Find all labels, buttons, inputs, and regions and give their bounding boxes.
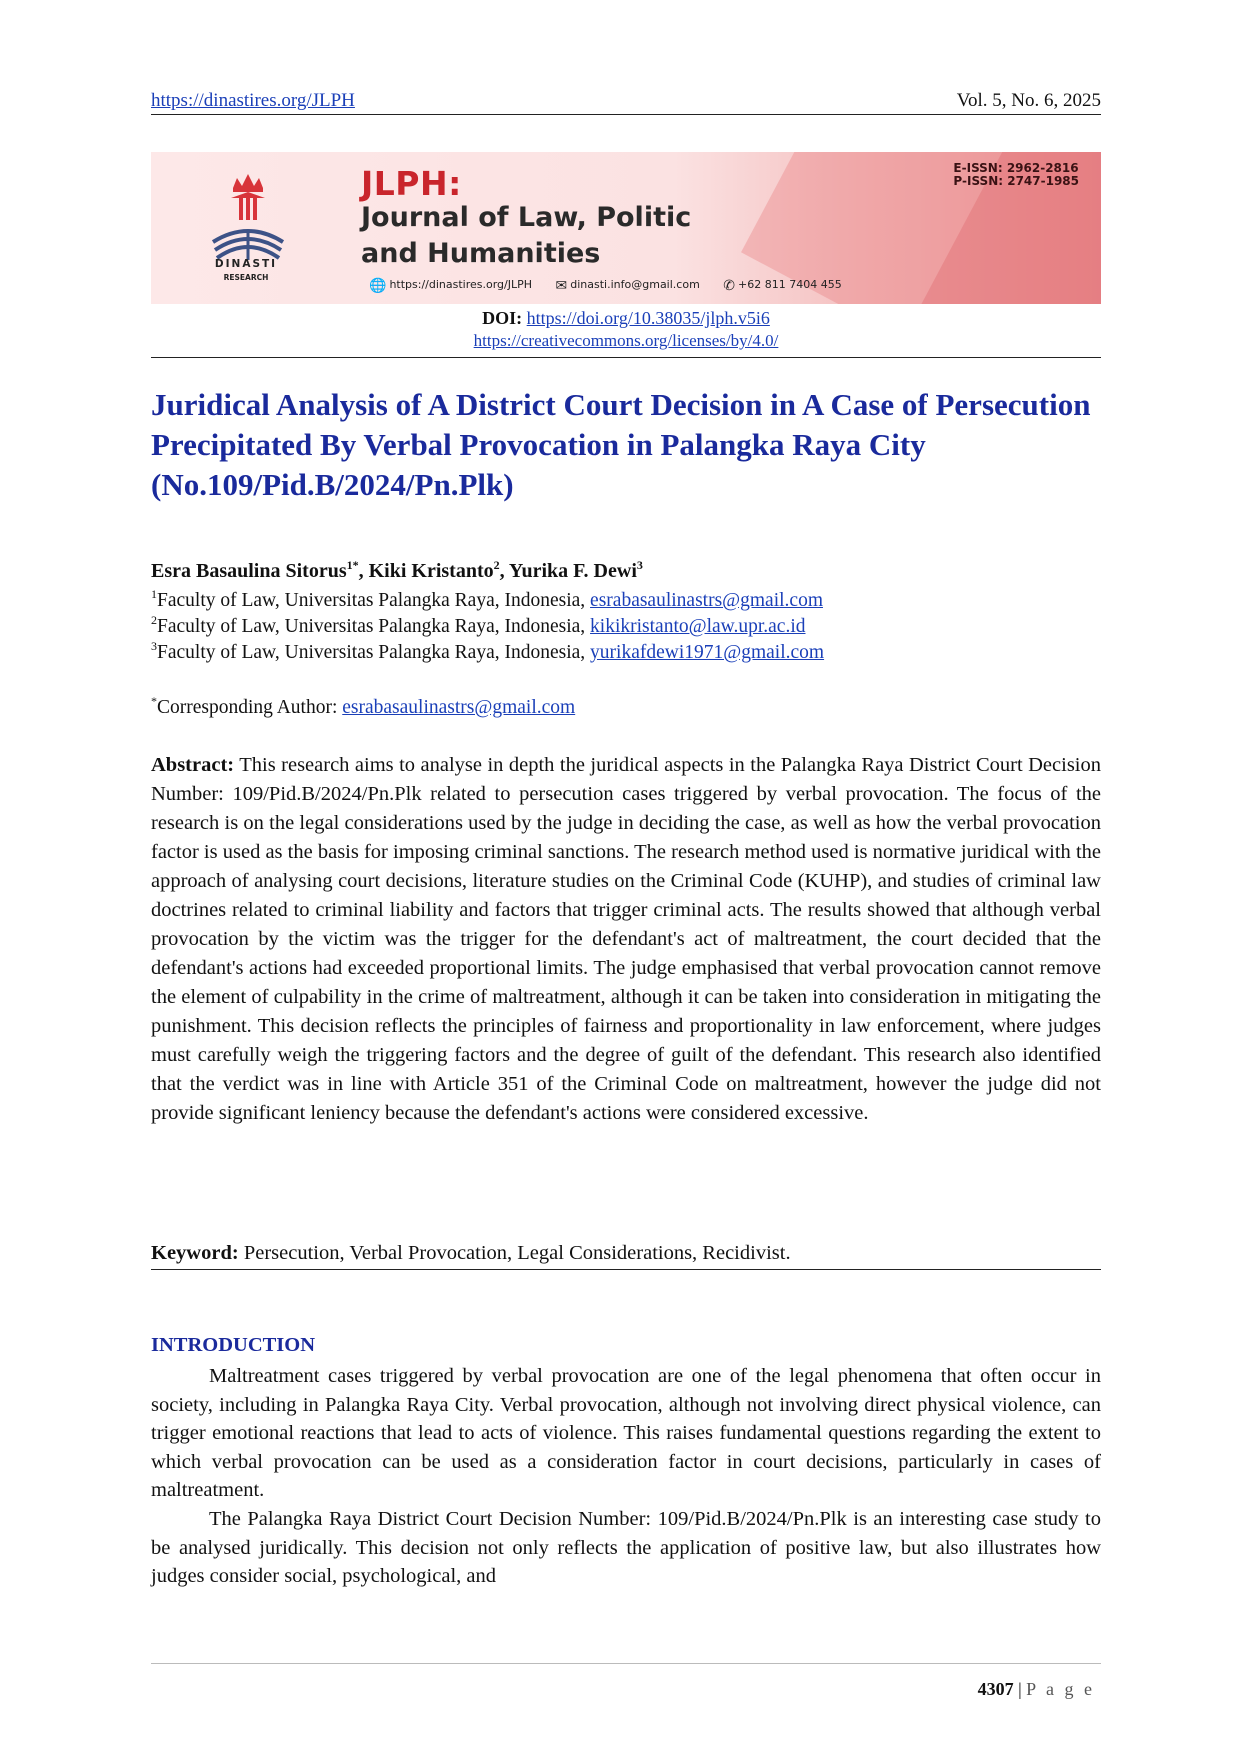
author-list: Esra Basaulina Sitorus$^{1*}$, Kiki Kristanto$^2$, Yurika F. Dewi$^3$ (151, 558, 643, 582)
banner-website: https://dinastires.org/JLPH (389, 278, 533, 291)
page-label: P a g e (1026, 1679, 1095, 1699)
paper-title: Juridical Analysis of A District Court Decision in A Case of Persecution Precipitated By Verbal Provocation in Palangka Raya City (No.109/Pid.B/2024/Pn.Plk) (151, 387, 1091, 502)
author-sup: 1* (346, 558, 359, 572)
contact-bar (369, 278, 842, 294)
page-separator: | (1013, 1679, 1027, 1699)
dinasti-logo-icon (203, 170, 293, 290)
affiliation (151, 587, 823, 612)
journal-name-line1: Journal of Law, Politic (361, 202, 692, 233)
corresponding-sup: * (151, 694, 157, 708)
corresponding-author (151, 694, 576, 719)
doi-link[interactable]: https://doi.org/10.38035/jlph.v5i6 (526, 308, 770, 328)
doi-line (151, 308, 1101, 329)
corresponding-email-link[interactable]: esrabasaulinastrs@gmail.com (342, 697, 576, 718)
doi-label: DOI: (482, 308, 523, 328)
author-sup: 3 (636, 558, 643, 572)
author-name: Kiki Kristanto (368, 560, 494, 582)
banner-email: dinasti.info@gmail.com (570, 278, 700, 291)
author-sup: 2 (493, 558, 500, 572)
affiliation-email-link[interactable]: kikikristanto@law.upr.ac.id (590, 616, 806, 637)
globe-icon: 🌐 (369, 278, 387, 294)
affiliation-email-link[interactable]: yurikafdewi1971@gmail.com (590, 642, 825, 663)
mail-icon: ✉ (555, 278, 568, 294)
affiliation (151, 613, 806, 638)
logo-text: DINASTI (214, 258, 278, 270)
journal-banner (151, 152, 1101, 304)
abstract-text: This research aims to analyse in depth the juridical aspects in the Palangka Raya District Court Decision Number: 109/Pid.B/2024/Pn.Plk related to persecution cases triggered by verbal provocation. The focus of the research is on the legal considerations used by the judge in deciding the case, as well as how the verbal provocation factor is used as the basis for imposing criminal sanctions. The research method used is normative juridical with the approach of analysing court decisions, literature studies on the Criminal Code (KUHP), and studies of criminal law doctrines related to criminal liability and factors that trigger criminal acts. The results showed that although verbal provocation by the victim was the trigger for the defendant's act of maltreatment, the court decided that the defendant's actions had exceeded proportional limits. The judge emphasised that verbal provocation cannot remove the element of culpability in the crime of maltreatment, although it can be taken into consideration in mitigating the punishment. This decision reflects the principles of fairness and proportionality in law enforcement, where judges must carefully weigh the triggering factors and the degree of guilt of the defendant. This research also identified that the verdict was in line with Article 351 of the Criminal Code on maltreatment, however the judge did not provide significant leniency because the defendant's actions were considered excessive. (151, 754, 1101, 1124)
body-paragraph: Maltreatment cases triggered by verbal provocation are one of the legal phenomena that often occur in society, including in Palangka Raya City. Verbal provocation, although not involving direct physical violence, can trigger emotional reactions that lead to acts of violence. This raises fundamental questions regarding the extent to which verbal provocation can be used as a consideration factor in court decisions, particularly in cases of maltreatment. (151, 1365, 1101, 1501)
abstract (151, 751, 1101, 1128)
affiliation-email-link[interactable]: esrabasaulinastrs@gmail.com (590, 590, 823, 611)
issn-block (953, 162, 1079, 188)
page-number-value: 4307 (977, 1679, 1014, 1699)
journal-abbreviation: JLPH: (361, 164, 462, 203)
keywords (151, 1242, 1101, 1270)
journal-url-link[interactable]: https://dinastires.org/JLPH (151, 90, 355, 111)
corresponding-label: Corresponding Author: (157, 697, 343, 718)
author-name: Yurika F. Dewi (508, 560, 637, 582)
pissn: P-ISSN: 2747-1985 (953, 174, 1079, 188)
volume-issue: Vol. 5, No. 6, 2025 (956, 90, 1101, 111)
affiliation (151, 639, 825, 664)
affiliation-text: Faculty of Law, Universitas Palangka Raya, Indonesia, (157, 616, 591, 637)
abstract-label: Abstract: (151, 754, 235, 776)
affiliation-text: Faculty of Law, Universitas Palangka Raya, Indonesia, (157, 642, 591, 663)
banner-phone: +62 811 7404 455 (738, 278, 842, 291)
page-number (978, 1679, 1095, 1700)
journal-name-line2: and Humanities (361, 238, 601, 269)
body-paragraph: The Palangka Raya District Court Decision Number: 109/Pid.B/2024/Pn.Plk is an interesting case study to be analysed juridically. This decision not only reflects the application of positive law, but also illustrates how judges consider social, psychological, and (151, 1508, 1101, 1587)
keywords-label: Keyword: (151, 1242, 239, 1264)
running-header (151, 88, 1101, 115)
logo-subtext: RESEARCH (223, 273, 269, 282)
eissn: E-ISSN: 2962-2816 (953, 161, 1079, 175)
phone-icon: ✆ (723, 278, 736, 294)
keywords-text: Persecution, Verbal Provocation, Legal Considerations, Recidivist. (238, 1242, 791, 1264)
affiliation-sup: 3 (151, 639, 157, 653)
affiliation-sup: 1 (151, 587, 157, 601)
author-name: Esra Basaulina Sitorus (151, 560, 347, 582)
license-line (151, 331, 1101, 351)
section-heading-introduction: INTRODUCTION (151, 1334, 316, 1356)
affiliation-text: Faculty of Law, Universitas Palangka Raya, Indonesia, (157, 590, 591, 611)
footer-divider (151, 1663, 1101, 1664)
affiliation-sup: 2 (151, 613, 157, 627)
header-divider (151, 357, 1101, 358)
license-link[interactable]: https://creativecommons.org/licenses/by/4.0/ (473, 331, 779, 350)
